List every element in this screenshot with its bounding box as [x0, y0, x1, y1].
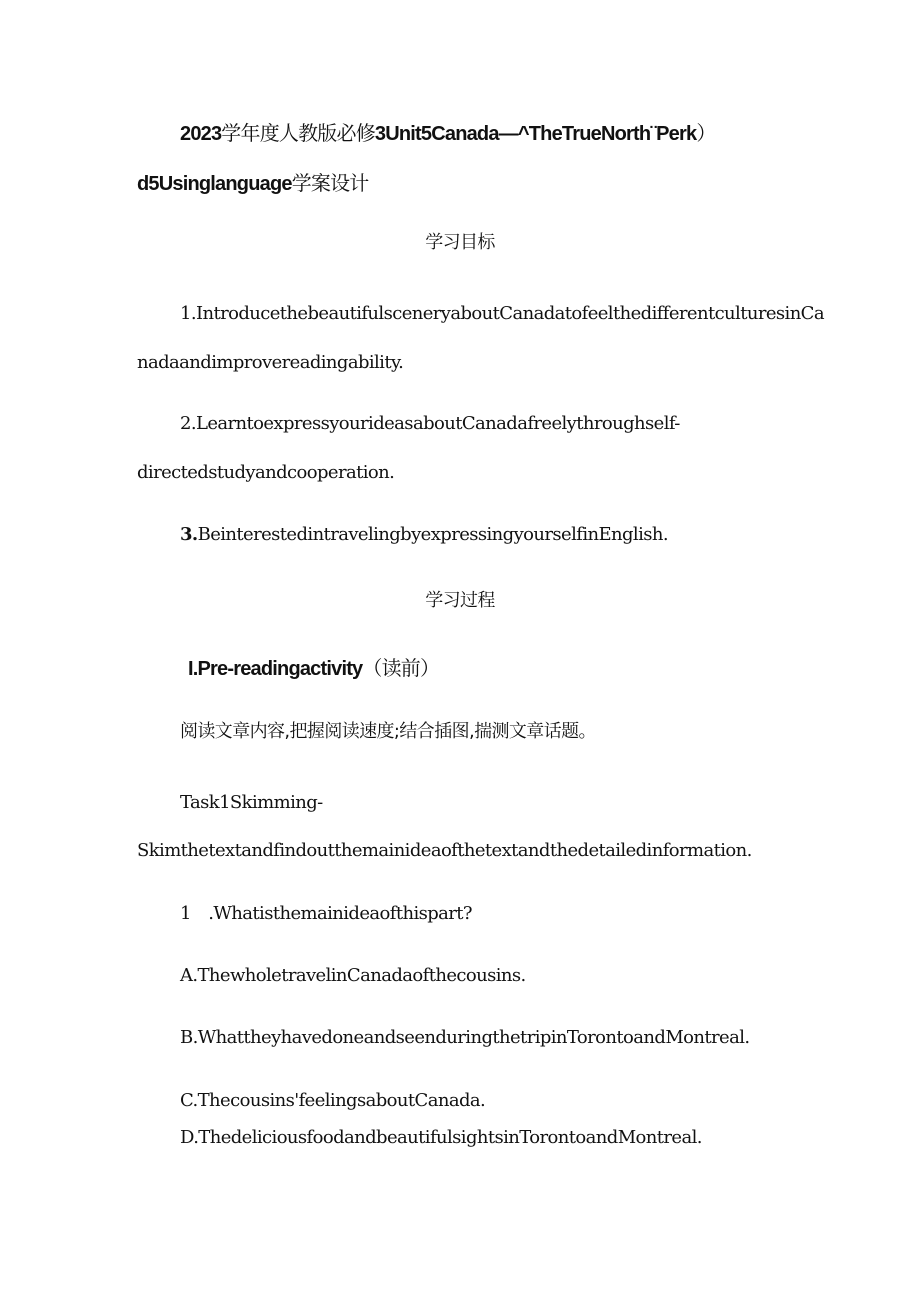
title-year: 2023	[180, 123, 222, 145]
option-d: D.ThedeliciousfoodandbeautifulsightsinTorontoandMontreal.	[180, 1127, 702, 1148]
objective-1-line-2: nadaandimprovereadingability.	[137, 352, 404, 373]
title-paren: ）	[696, 121, 716, 145]
section-pre-reading	[188, 655, 439, 682]
question-1: 1 .Whatisthemainideaofthispart?	[180, 903, 472, 924]
reading-instruction: 阅读文章内容,把握阅读速度;结合插图,揣测文章话题。	[180, 721, 596, 742]
objective-2-line-1: 2.LearntoexpressyourideasaboutCanadafreelythroughself-	[180, 413, 680, 434]
option-a: A.ThewholetravelinCanadaofthecousins.	[180, 965, 526, 986]
objective-3-text: BeinterestedintravelingbyexpressingyourselfinEnglish.	[197, 524, 668, 545]
heading-learning-process: 学习过程	[425, 590, 495, 611]
document-title-line-2	[137, 170, 369, 197]
objective-3-number: 3.	[180, 524, 198, 545]
title-period: d5Usinglanguage	[137, 173, 292, 195]
section-label: I.Pre-readingactivity	[188, 658, 363, 680]
task-1-description: Skimthetextandfindoutthemainideaofthetextandthedetailedinformation.	[137, 840, 752, 861]
objective-1-line-1: 1.IntroducethebeautifulsceneryaboutCanadatofeelthedifferentculturesinCa	[180, 303, 824, 324]
objective-2-line-2: directedstudyandcooperation.	[137, 462, 395, 483]
heading-learning-objectives: 学习目标	[425, 232, 495, 253]
option-c: C.Thecousins'feelingsaboutCanada.	[180, 1090, 486, 1111]
task-1-title: Task1Skimming-	[180, 792, 323, 813]
section-note: （读前）	[362, 656, 440, 680]
title-textbook: 学年度人教版必修	[221, 121, 375, 145]
document-title-line-1	[180, 120, 716, 147]
title-unit: 3Unit5Canada—^TheTrueNorth¨Perk	[374, 123, 697, 145]
option-b: B.WhattheyhavedoneandseenduringthetripinTorontoandMontreal.	[180, 1027, 750, 1048]
objective-3	[180, 522, 668, 548]
title-design: 学案设计	[291, 171, 369, 195]
